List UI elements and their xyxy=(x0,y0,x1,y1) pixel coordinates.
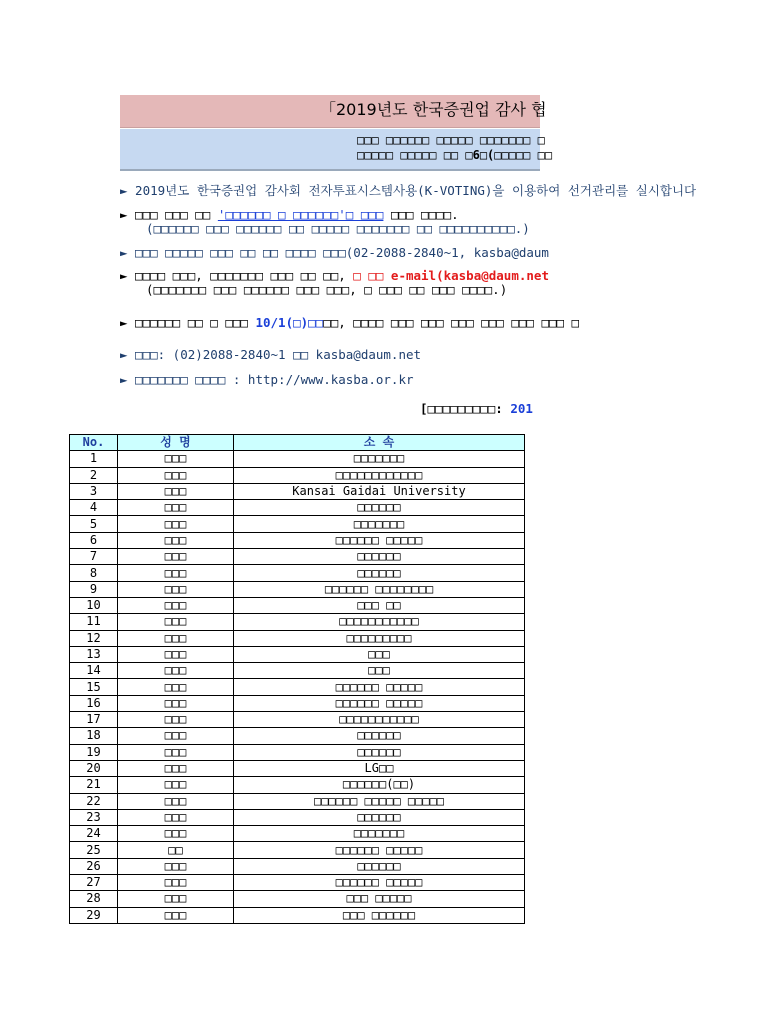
table-row xyxy=(70,809,525,825)
intro-line-2: □□□□□ □□□□□ □□ □6□(□□□□□ □□ xyxy=(357,148,553,162)
header-name: 성 명 xyxy=(118,435,234,451)
note-contact: ► □□□ □□□□□ □□□ □□ □□ □□□□ □□□(02-2088-2840~1, kasba@daum xyxy=(120,245,549,260)
name-cell: □□□ xyxy=(118,858,234,874)
name-cell: □□□ xyxy=(118,597,234,613)
no-cell: 3 xyxy=(70,483,118,499)
table-row xyxy=(70,467,525,483)
name-cell: □□□ xyxy=(118,532,234,548)
header-affiliation: 소 속 xyxy=(234,435,525,451)
table-row xyxy=(70,695,525,711)
affiliation-cell: □□□□□□□□□ xyxy=(234,630,525,646)
table-row xyxy=(70,663,525,679)
note-phone: ► □□□: (02)2088-2840~1 □□ kasba@daum.net xyxy=(120,347,422,362)
affiliation-cell: □□□□□□□□□□□ xyxy=(234,614,525,630)
page-title-bar xyxy=(120,95,547,128)
name-cell: □□□ xyxy=(118,451,234,467)
affiliation-cell: □□□ xyxy=(234,663,525,679)
intro-box xyxy=(120,129,553,171)
affiliation-cell: □□□□□□□□□□□□ xyxy=(234,467,525,483)
name-cell: □□□ xyxy=(118,891,234,907)
table-row xyxy=(70,712,525,728)
name-cell: □□□ xyxy=(118,777,234,793)
name-cell: □□□ xyxy=(118,826,234,842)
no-cell: 24 xyxy=(70,826,118,842)
table-row xyxy=(70,777,525,793)
name-cell: □□□ xyxy=(118,695,234,711)
table-row xyxy=(70,744,525,760)
no-cell: 11 xyxy=(70,614,118,630)
affiliation-cell: □□□□□□ □□□□□ □□□□□ xyxy=(234,793,525,809)
affiliation-cell: □□□ □□ xyxy=(234,597,525,613)
no-cell: 18 xyxy=(70,728,118,744)
table-row xyxy=(70,597,525,613)
intro-line-1: □□□ □□□□□□ □□□□□ □□□□□□□ □ xyxy=(357,133,545,147)
affiliation-cell: □□□□□□ xyxy=(234,549,525,565)
header-no: No. xyxy=(70,435,118,451)
affiliation-cell: Kansai Gaidai University xyxy=(234,483,525,499)
affiliation-cell: □□□□□□ □□□□□ xyxy=(234,679,525,695)
table-row xyxy=(70,581,525,597)
no-cell: 8 xyxy=(70,565,118,581)
note-email: ► □□□□ □□□, □□□□□□□ □□□ □□ □□, □ □□ e-mail(kasba@daum.net xyxy=(120,268,549,283)
no-cell: 21 xyxy=(70,777,118,793)
table-row xyxy=(70,549,525,565)
no-cell: 27 xyxy=(70,875,118,891)
affiliation-cell: □□□□□□ □□□□□ xyxy=(234,842,525,858)
no-cell: 20 xyxy=(70,760,118,776)
name-cell: □□□ xyxy=(118,907,234,923)
no-cell: 26 xyxy=(70,858,118,874)
name-cell: □□□ xyxy=(118,793,234,809)
no-cell: 7 xyxy=(70,549,118,565)
no-cell: 9 xyxy=(70,581,118,597)
affiliation-cell: □□□ □□□□□ xyxy=(234,891,525,907)
table-row xyxy=(70,565,525,581)
affiliation-cell: □□□□□□□ xyxy=(234,451,525,467)
name-cell: □□□ xyxy=(118,614,234,630)
no-cell: 28 xyxy=(70,891,118,907)
note-evoting: ► 2019년도 한국증권업 감사회 전자투표시스템사용(K-VOTING)을 이용하여 선거관리를 실시합니다 xyxy=(120,183,697,198)
no-cell: 23 xyxy=(70,809,118,825)
affiliation-cell: □□□□□□□□□□□ xyxy=(234,712,525,728)
date-line: [□□□□□□□□□: 201 xyxy=(420,401,533,416)
affiliation-cell: □□□□□□ □□□□□ xyxy=(234,532,525,548)
name-cell: □□□ xyxy=(118,728,234,744)
table-row xyxy=(70,891,525,907)
no-cell: 10 xyxy=(70,597,118,613)
affiliation-cell: □□□ □□□□□□ xyxy=(234,907,525,923)
name-cell: □□□ xyxy=(118,565,234,581)
name-cell: □□□ xyxy=(118,646,234,662)
name-cell: □□□ xyxy=(118,760,234,776)
name-cell: □□□ xyxy=(118,581,234,597)
name-cell: □□□ xyxy=(118,500,234,516)
no-cell: 1 xyxy=(70,451,118,467)
name-cell: □□□ xyxy=(118,712,234,728)
affiliation-cell: □□□ xyxy=(234,646,525,662)
affiliation-cell: □□□□□□□ xyxy=(234,516,525,532)
name-cell: □□□ xyxy=(118,875,234,891)
note-deadline: ► □□□□□□ □□ □ □□□ 10/1(□)□□□□, □□□□ □□□ □□□ □□□ □□□ □□□ □□□ □ xyxy=(120,315,580,330)
table-row xyxy=(70,760,525,776)
no-cell: 4 xyxy=(70,500,118,516)
table-row xyxy=(70,500,525,516)
note-email-sub: (□□□□□□□ □□□ □□□□□□ □□□ □□□, □ □□□ □□ □□□ □□□□.) xyxy=(146,282,508,297)
page-title: 「2019년도 한국증권업 감사 협 xyxy=(320,100,547,119)
table-row xyxy=(70,630,525,646)
table-row xyxy=(70,646,525,662)
name-cell: □□□ xyxy=(118,630,234,646)
note-guide: ► □□□ □□□ □□ '□□□□□□ □ □□□□□□'□ □□□ □□□ □□□□. xyxy=(120,207,459,222)
no-cell: 25 xyxy=(70,842,118,858)
table-row xyxy=(70,858,525,874)
affiliation-cell: □□□□□□ xyxy=(234,744,525,760)
member-table xyxy=(69,434,525,924)
table-row xyxy=(70,614,525,630)
table-row xyxy=(70,679,525,695)
affiliation-cell: □□□□□□ xyxy=(234,500,525,516)
affiliation-cell: □□□□□□(□□) xyxy=(234,777,525,793)
name-cell: □□□ xyxy=(118,663,234,679)
table-row xyxy=(70,451,525,467)
name-cell: □□□ xyxy=(118,744,234,760)
no-cell: 29 xyxy=(70,907,118,923)
table-row xyxy=(70,728,525,744)
no-cell: 22 xyxy=(70,793,118,809)
table-header-row xyxy=(70,435,525,451)
table-row xyxy=(70,826,525,842)
no-cell: 13 xyxy=(70,646,118,662)
no-cell: 2 xyxy=(70,467,118,483)
affiliation-cell: □□□□□□ □□□□□ xyxy=(234,695,525,711)
name-cell: □□□ xyxy=(118,549,234,565)
name-cell: □□□ xyxy=(118,679,234,695)
no-cell: 17 xyxy=(70,712,118,728)
guide-link[interactable]: '□□□□□□ □ □□□□□□'□ □□□ xyxy=(217,207,384,222)
affiliation-cell: □□□□□□ xyxy=(234,728,525,744)
no-cell: 6 xyxy=(70,532,118,548)
table-row xyxy=(70,793,525,809)
table-row xyxy=(70,516,525,532)
no-cell: 15 xyxy=(70,679,118,695)
affiliation-cell: □□□□□□ xyxy=(234,565,525,581)
table-row xyxy=(70,483,525,499)
deadline-date: 10/1(□)□□ xyxy=(255,315,324,330)
name-cell: □□□ xyxy=(118,483,234,499)
affiliation-cell: □□□□□□ xyxy=(234,858,525,874)
no-cell: 5 xyxy=(70,516,118,532)
name-cell: □□ xyxy=(118,842,234,858)
note-guide-sub: (□□□□□□ □□□ □□□□□□ □□ □□□□□ □□□□□□□ □□ □□□□□□□□□□.) xyxy=(146,221,530,236)
affiliation-cell: □□□□□□ □□□□□□□□ xyxy=(234,581,525,597)
name-cell: □□□ xyxy=(118,467,234,483)
table-row xyxy=(70,532,525,548)
affiliation-cell: LG□□ xyxy=(234,760,525,776)
note-homepage: ► □□□□□□□ □□□□ : http://www.kasba.or.kr xyxy=(120,372,414,387)
email-highlight: □ □□ e-mail(kasba@daum.net xyxy=(353,268,549,283)
name-cell: □□□ xyxy=(118,809,234,825)
no-cell: 12 xyxy=(70,630,118,646)
name-cell: □□□ xyxy=(118,516,234,532)
no-cell: 16 xyxy=(70,695,118,711)
affiliation-cell: □□□□□□ □□□□□ xyxy=(234,875,525,891)
table-row xyxy=(70,842,525,858)
no-cell: 14 xyxy=(70,663,118,679)
no-cell: 19 xyxy=(70,744,118,760)
table-row xyxy=(70,907,525,923)
affiliation-cell: □□□□□□□ xyxy=(234,826,525,842)
table-row xyxy=(70,875,525,891)
affiliation-cell: □□□□□□ xyxy=(234,809,525,825)
